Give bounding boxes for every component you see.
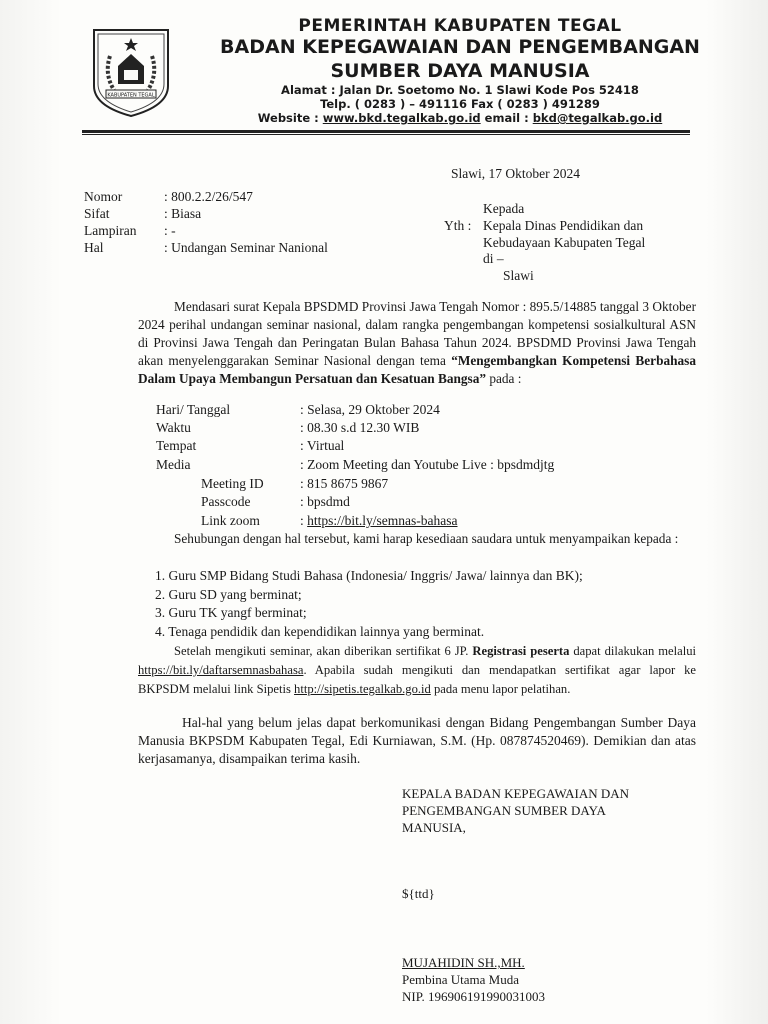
zoom-label-passcode: Passcode: [201, 494, 251, 509]
kop-contact: Website : www.bkd.tegalkab.go.id email : bkd@tegalkab.go.id: [257, 111, 663, 125]
schedule-value-time: : 08.30 s.d 12.30 WIB: [300, 420, 420, 435]
kop-phone: Telp. ( 0283 ) – 491116 Fax ( 0283 ) 491289: [320, 97, 600, 111]
recipient-yth: Yth :: [444, 218, 472, 233]
closing-paragraph: Hal-hal yang belum jelas dapat berkomunikasi dengan Bidang Pengembangan Sumber Daya Manusia BKPSDM Kabupaten Tegal, Edi Kurniawan, S.M. (Hp. 087874520469). Demikian dan atas kerjasamanya, disampaikan terima kasih.: [138, 715, 696, 766]
schedule-value-media: : Zoom Meeting dan Youtube Live : bpsdmdjtg: [300, 457, 555, 472]
meta-value-nomor: : 800.2.2/26/547: [164, 189, 253, 204]
meta-label-lampiran: Lampiran: [84, 223, 137, 238]
list-item: 4. Tenaga pendidik dan kependidikan lainnya yang berminat.: [155, 624, 485, 639]
meta-value-sifat: : Biasa: [164, 206, 202, 221]
kop-address: Alamat : Jalan Dr. Soetomo No. 1 Slawi Kode Pos 52418: [281, 83, 639, 97]
sehubungan-paragraph: Sehubungan dengan hal tersebut, kami harap kesediaan saudara untuk menyampaikan kepada :: [174, 531, 679, 546]
sipetis-link[interactable]: http://sipetis.tegalkab.go.id: [294, 682, 431, 696]
letter-date: Slawi, 17 Oktober 2024: [451, 166, 580, 181]
schedule-label-media: Media: [156, 457, 191, 472]
registration-link[interactable]: https://bit.ly/daftarsemnasbahasa: [138, 663, 304, 677]
meta-label-hal: Hal: [84, 240, 104, 255]
recipient-kepada: Kepada: [483, 201, 525, 216]
zoom-label-link: Link zoom: [201, 513, 260, 528]
schedule-label-time: Waktu: [156, 420, 191, 435]
signatory-nip: NIP. 196906191990031003: [402, 989, 546, 1004]
schedule-value-date: : Selasa, 29 Oktober 2024: [300, 402, 440, 417]
kop-agency-line1: BADAN KEPEGAWAIAN DAN PENGEMBANGAN: [220, 36, 700, 58]
signature-title-1: KEPALA BADAN KEPEGAWAIAN DAN: [402, 786, 630, 801]
zoom-label-id: Meeting ID: [201, 476, 264, 491]
kop-rule-thin: [82, 134, 690, 135]
signature-placeholder: ${ttd}: [402, 886, 435, 901]
recipient-city: Slawi: [503, 268, 534, 283]
signatory-rank: Pembina Utama Muda: [402, 972, 519, 987]
meta-value-hal: : Undangan Seminar Nanional: [164, 240, 328, 255]
recipient-line2: Kebudayaan Kabupaten Tegal: [483, 235, 646, 250]
email-link[interactable]: bkd@tegalkab.go.id: [532, 111, 663, 125]
registration-paragraph: Setelah mengikuti seminar, akan diberikan sertifikat 6 JP. Registrasi peserta dapat dilakukan melalui https://bit.ly/daftarsemnasbahasa. Apabila sudah mengikuti dan mendapatkan sertifikat agar lapor ke BKPSDM melalui link Sipetis http://sipetis.tegalkab.go.id pada menu lapor pelatihan.: [138, 644, 696, 696]
zoom-link[interactable]: https://bit.ly/semnas-bahasa: [307, 513, 458, 528]
kop-rule: [82, 130, 690, 133]
list-item: 2. Guru SD yang berminat;: [155, 587, 302, 602]
schedule-label-place: Tempat: [156, 438, 197, 453]
logo-text: KABUPATEN TEGAL: [107, 92, 155, 99]
recipient-di: di –: [483, 251, 504, 266]
signature-title-3: MANUSIA,: [402, 820, 466, 835]
zoom-value-passcode: : bpsdmd: [300, 494, 350, 509]
zoom-value-id: : 815 8675 9867: [300, 476, 389, 491]
intro-paragraph: Mendasari surat Kepala BPSDMD Provinsi Jawa Tengah Nomor : 895.5/14885 tanggal 3 Oktober 2024 perihal undangan seminar nasional, dalam rangka pengembangan kompetensi sosialkultural ASN di Provinsi Jawa Tengah dan Peringatan Bulan Bahasa Tahun 2024. BPSDMD Provinsi Jawa Tengah akan menyelenggarakan Seminar Nasional dengan tema “Mengembangkan Kompetensi Berbahasa Dalam Upaya Membangun Persatuan dan Kesatuan Bangsa” pada :: [138, 299, 696, 386]
list-item: 1. Guru SMP Bidang Studi Bahasa (Indonesia/ Inggris/ Jawa/ lainnya dan BK);: [155, 568, 583, 583]
signatory-name: MUJAHIDIN SH.,MH.: [402, 955, 525, 970]
kop-government: PEMERINTAH KABUPATEN TEGAL: [298, 16, 622, 36]
signature-title-2: PENGEMBANGAN SUMBER DAYA: [402, 803, 606, 818]
meta-value-lampiran: : -: [164, 223, 176, 238]
recipient-line1: Kepala Dinas Pendidikan dan: [483, 218, 644, 233]
website-link[interactable]: www.bkd.tegalkab.go.id: [322, 111, 481, 125]
zoom-value-link: : https://bit.ly/semnas-bahasa: [300, 513, 458, 528]
meta-label-nomor: Nomor: [84, 189, 123, 204]
kop-agency-line2: SUMBER DAYA MANUSIA: [330, 60, 590, 82]
list-item: 3. Guru TK yangf berminat;: [155, 605, 307, 620]
meta-label-sifat: Sifat: [84, 206, 110, 221]
schedule-label-date: Hari/ Tanggal: [156, 402, 231, 417]
seminar-theme: “Mengembangkan Kompetensi Berbahasa Dalam Upaya Membangun Persatuan dan Kesatuan Bangsa”: [138, 353, 696, 386]
schedule-value-place: : Virtual: [300, 438, 345, 453]
